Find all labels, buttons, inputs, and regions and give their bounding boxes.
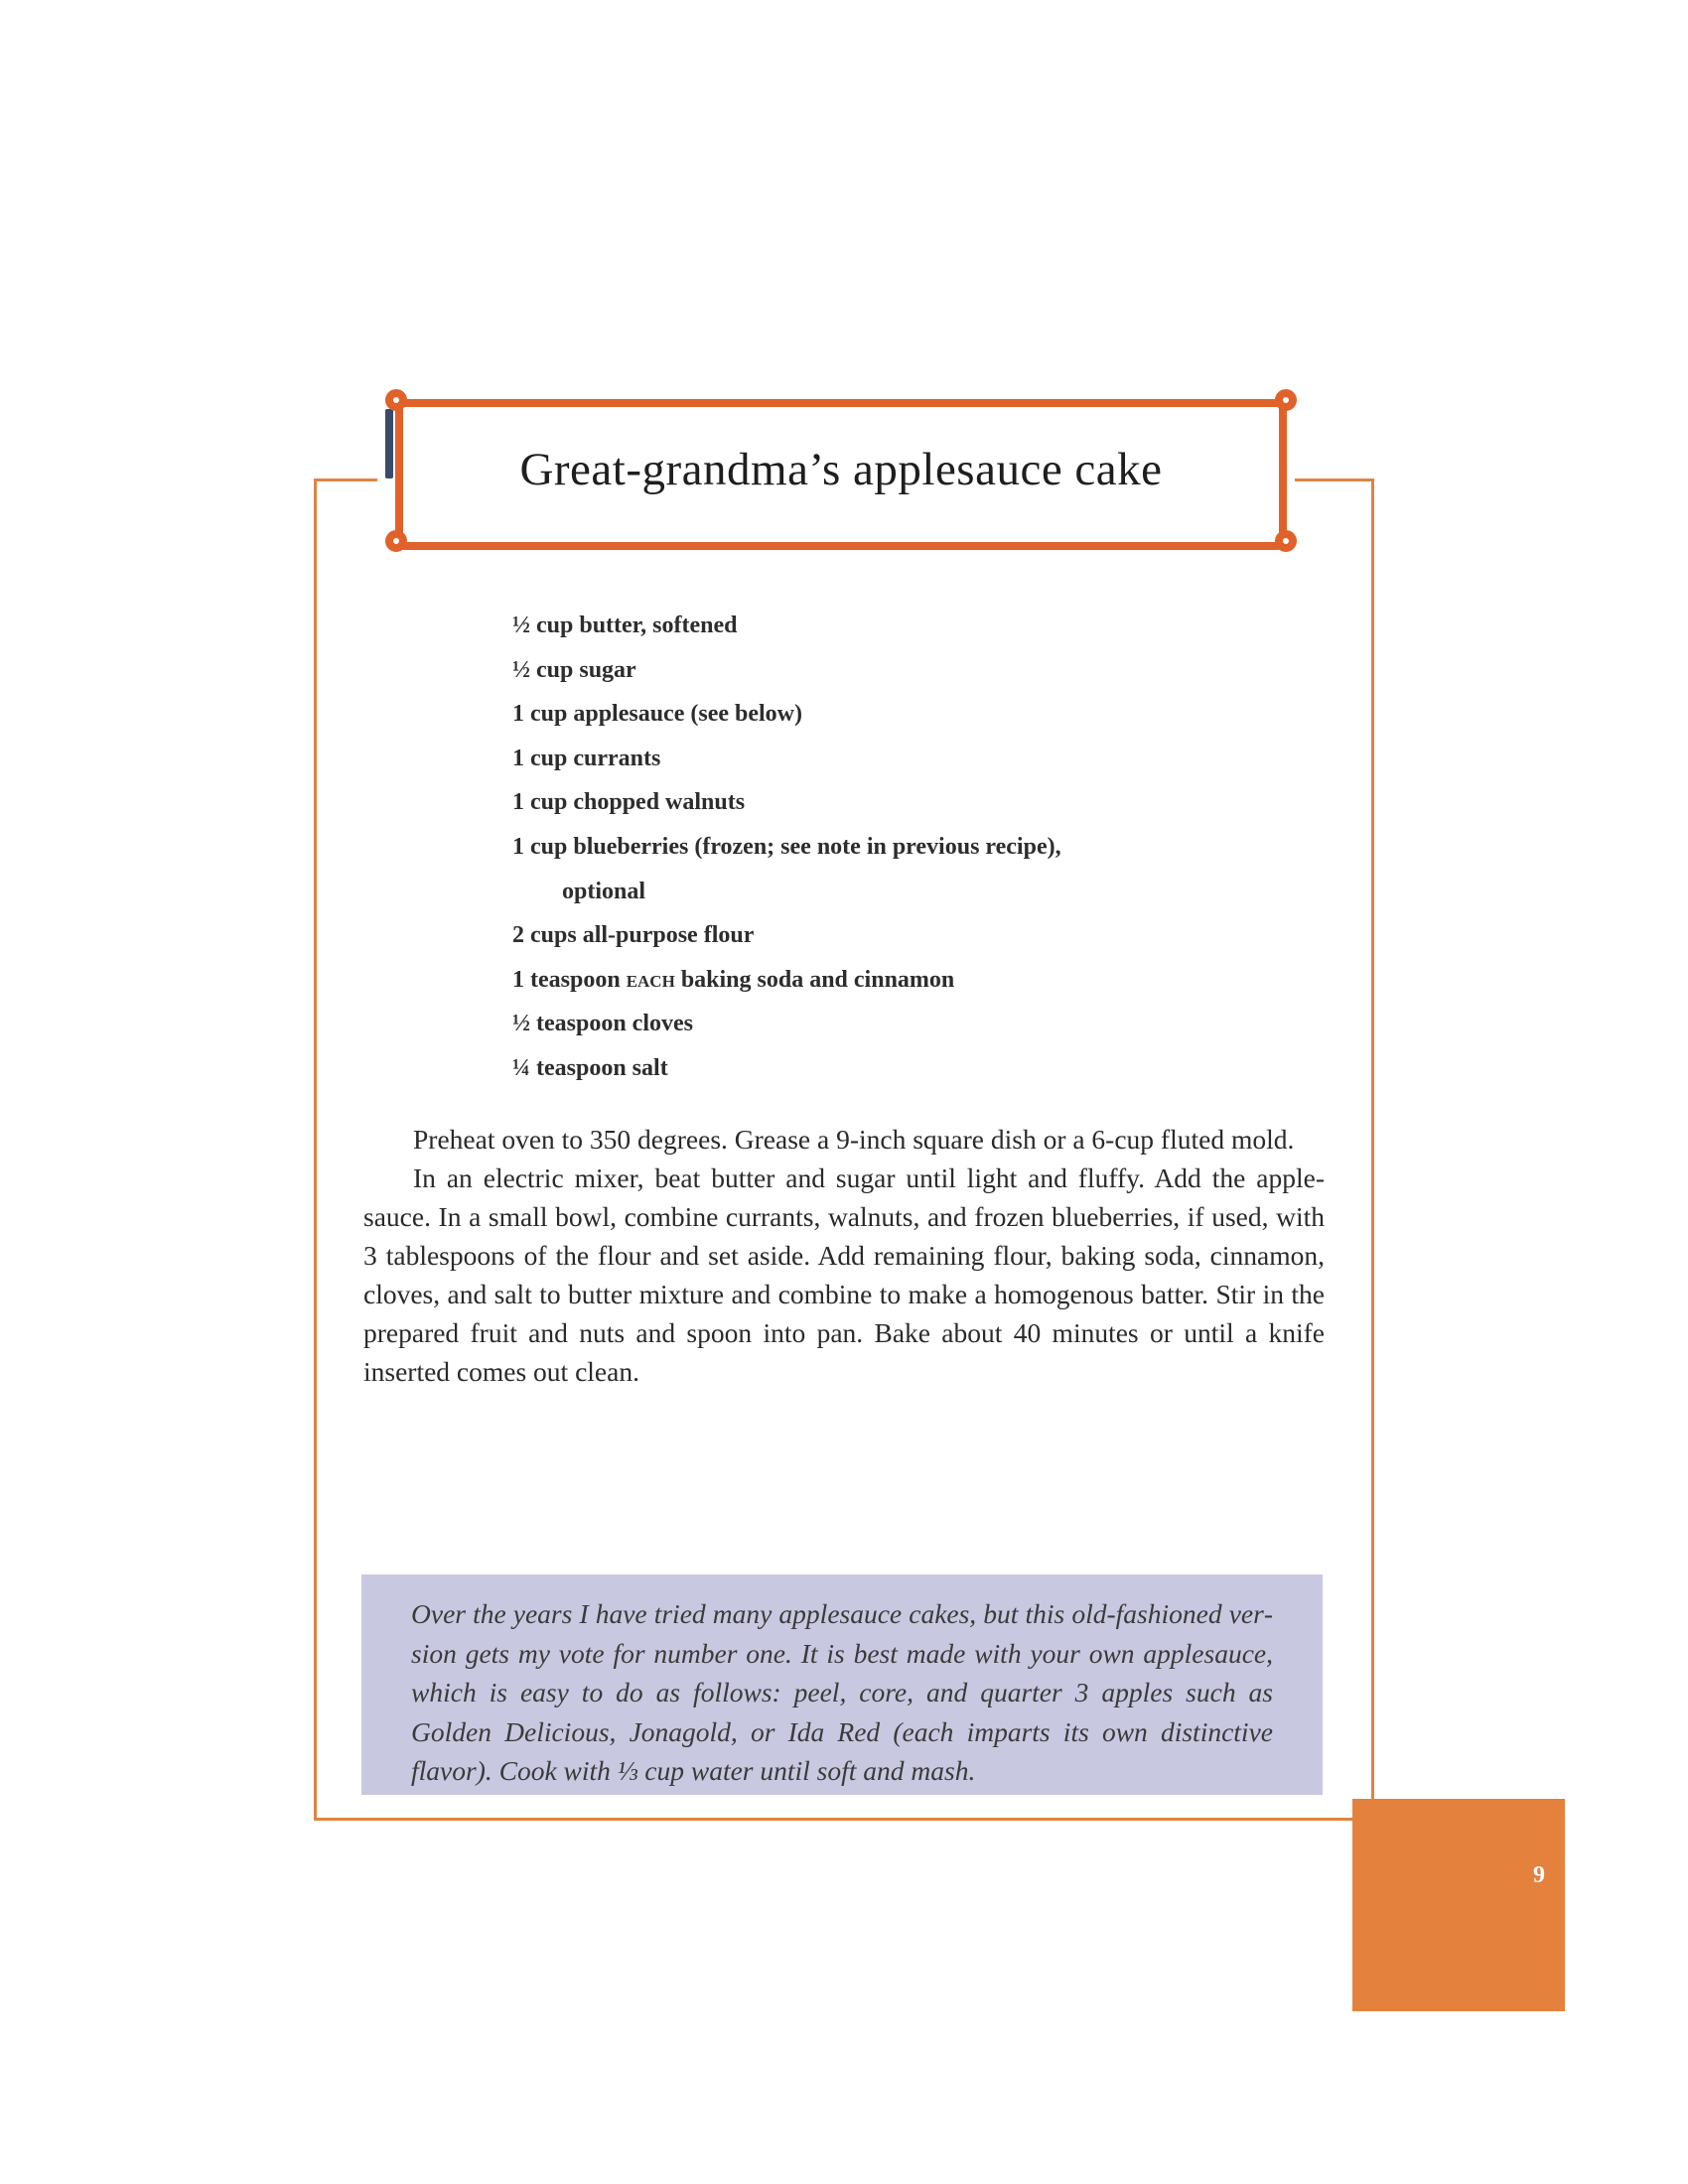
method-text bbox=[363, 1120, 1325, 1391]
method-paragraph: In an electric mixer, beat butter and sugar until light and fluffy. Add the applesauce. In a small bowl, combine currants, walnuts, and frozen blueberries, if used, with 3 tablespoons of the flour and set aside. Add remaining flour, baking soda, cinnamon, cloves, and salt to butter mixture and combine to make a homogenous batter. Stir in the prepared fruit and nuts and spoon into pan. Bake about 40 minutes or until a knife inserted comes out clean. bbox=[363, 1162, 1325, 1387]
ingredient-item: ½ cup butter, softened bbox=[512, 613, 738, 638]
ingredient-item: 1 cup blueberries (frozen; see note in previous recipe), bbox=[512, 833, 1061, 860]
frame-bottom-rule bbox=[314, 1818, 1372, 1821]
page-number: 9 bbox=[1533, 1862, 1545, 1888]
title-box-corner-tr bbox=[1275, 389, 1297, 411]
ingredient-item bbox=[512, 958, 1327, 1003]
ingredient-each-smallcaps: each bbox=[626, 966, 675, 993]
ingredient-item: ¼ teaspoon salt bbox=[512, 1054, 668, 1081]
page-number-tab bbox=[1352, 1799, 1565, 2011]
title-box-corner-br bbox=[1275, 530, 1297, 552]
title-box-corner-tl bbox=[385, 389, 407, 411]
ingredient-item: 2 cups all-purpose flour bbox=[512, 922, 755, 949]
recipe-title: Great-grandma’s applesauce cake bbox=[519, 444, 1163, 495]
frame-right-vertical bbox=[1371, 478, 1374, 1821]
title-box-corner-bl bbox=[385, 530, 407, 552]
frame-right-top-rule bbox=[1295, 478, 1374, 481]
ingredient-item: 1 cup currants bbox=[512, 745, 661, 771]
ingredient-item: 1 cup applesauce (see below) bbox=[512, 701, 802, 728]
title-box-shadow bbox=[385, 409, 393, 478]
headnote-box bbox=[361, 1574, 1323, 1795]
method-paragraph: Preheat oven to 350 degrees. Grease a 9-inch square dish or a 6-cup fluted mold. bbox=[413, 1124, 1295, 1155]
ingredient-item-continuation: optional bbox=[562, 878, 646, 904]
ingredient-item: 1 cup chopped walnuts bbox=[512, 789, 746, 816]
ingredient-list bbox=[512, 604, 1327, 1091]
frame-left-top-rule bbox=[314, 478, 377, 481]
ingredient-item: ½ cup sugar bbox=[512, 656, 636, 683]
ingredient-item: ½ teaspoon cloves bbox=[512, 1011, 693, 1037]
title-box bbox=[395, 399, 1287, 550]
headnote-text: Over the years I have tried many applesauce cakes, but this old-fashioned version gets my vote for number one. It is best made with your own applesauce, which is easy to do as follows: peel, core, and quarter 3 apples such as Golden Delicious, Jonagold, or Ida Red (each imparts its own distinctive flavor). Cook with ⅓ cup water until soft and mash. bbox=[411, 1598, 1273, 1786]
ingredient-name: baking soda and cinnamon bbox=[680, 966, 955, 993]
frame-left-vertical bbox=[314, 478, 317, 1821]
ingredient-quantity: 1 teaspoon bbox=[512, 966, 621, 993]
